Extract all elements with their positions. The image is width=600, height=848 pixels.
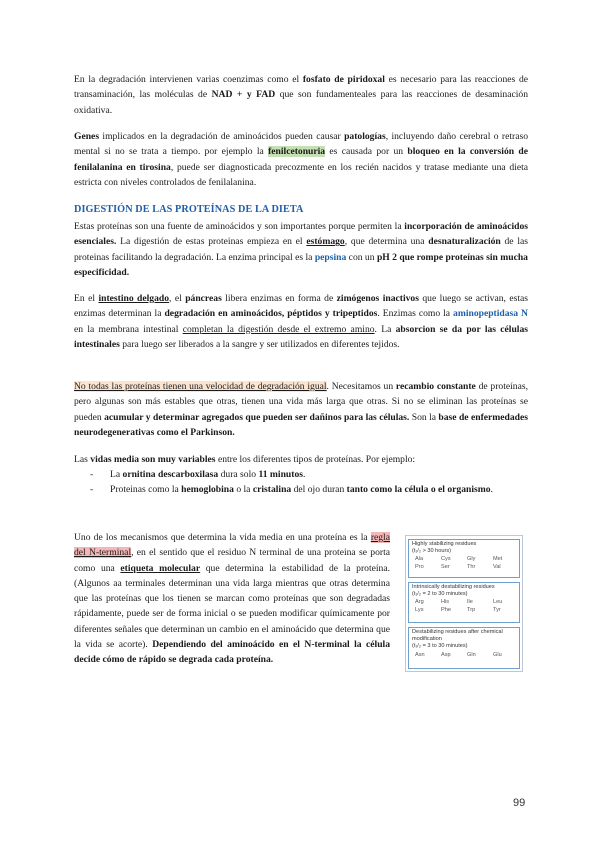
section-heading: DIGESTIÓN DE LAS PROTEÍNAS DE LA DIETA: [74, 204, 304, 215]
paragraph-estomago: Estas proteínas son una fuente de aminoácidos y son importantes porque permiten la incorporación de aminoácidos esenciales. La digestión de estas proteinas empieza en el estómago, que determina una desnaturalización de las proteinas facilitando la degradación. La enzima principal es la pepsina con un pH 2 que rompe proteínas sin mucha especificidad.: [74, 221, 529, 278]
bullet-list: [88, 467, 528, 498]
highlight-velocidad: No todas las proteínas tienen una velocidad de degradación igual: [74, 381, 327, 392]
n-terminal-residues-figure: [405, 535, 523, 672]
highlight-regla: regla del N-terminal: [74, 532, 390, 559]
paragraph-coenzimas: En la degradación intervienen varias coenzimas como el fosfato de piridoxal es necesario para las reacciones de transaminación, las moléculas de NAD + y FAD que son fundamenteales para las reacciones de desaminación oxidativa.: [74, 74, 529, 116]
paragraph-regla-n-terminal: Uno de los mecanismos que determina la vida media en una proteína es la regla del N-terminal, en el sentido que el residuo N terminal de una proteina se porta como una etiqueta molecular que determina la estabilidad de la proteína. (Algunos aa terminales determinan una vida larga mientras que otras determina que las proteínas que los tienen se marcan como proteínas que son degradadas rápidamente, puede ser de forma inicial o se pueden modificar químicamente por diferentes señales que determinan un cambio en el aminoácido que determina que la vida se acorte). Dependiendo del aminoácido en el N-terminal la célula decide cómo de rápido se degrada cada proteína.: [74, 532, 391, 666]
paragraph-recambio: No todas las proteínas tienen una velocidad de degradación igual. Necesitamos un recambio constante de proteínas, pero algunas son más estables que otras, tienen una vida más larga que otras. Si no se eliminan las proteínas se pueden acumular y determinar agregados que pueden ser dañinos para las células. Son la base de enfermedades neurodegenerativas como el Parkinson.: [74, 381, 528, 438]
list-item: - Proteinas como la hemoglobina o la cristalina del ojo duran tanto como la célula o el organismo.: [90, 484, 493, 496]
highly-stabilizing-box: Highly stabilizing residues (t₁/₂ > 30 hours) Ala Cys Gly Met Pro Ser Thr Val: [408, 539, 520, 578]
list-item: - La ornitina descarboxilasa dura solo 11 minutos.: [90, 469, 306, 480]
page-number: 99: [513, 797, 526, 809]
highlight-fenilcetonuria: fenilcetonuria: [268, 146, 326, 158]
paragraph-vidas-media: Las vidas media son muy variables entre los diferentes tipos de proteínas. Por ejemplo:: [74, 454, 416, 465]
paragraph-intestino: En el intestino delgado, el páncreas libera enzimas en forma de zimógenos inactivos que luego se activan, estas enzimas determinan la degradación en aminoácidos, péptidos y tripeptidos. Enzimas como la aminopeptidasa N en la membrana intestinal completan la digestión desde el extremo amino. La absorcion se da por las células intestinales para luego ser liberados a la sangre y ser utilizados en diferentes tejidos.: [74, 293, 528, 350]
paragraph-genes: Genes implicados en la degradación de aminoácidos pueden causar patologías, incluyendo daño cerebral o retraso mental si no se trata a tiempo. por ejemplo la fenilcetonuria es causada por un bloqueo en la conversión de fenilalanina en tirosina, puede ser diagnosticada precozmente en los recién nacidos y tratase mediante una dieta estricta con niveles controlados de fenilalanina.: [74, 131, 528, 188]
destabilizing-box: Intrinsically destabilizing residues (t₁/₂ = 2 to 30 minutes) Arg His Ile Leu Lys Phe Trp Tyr: [408, 582, 520, 623]
modification-destabilizing-box: Destabilizing residues after chemical modification (t₁/₂ = 3 to 30 minutes) Asn Asp Gln Glu: [408, 627, 520, 669]
